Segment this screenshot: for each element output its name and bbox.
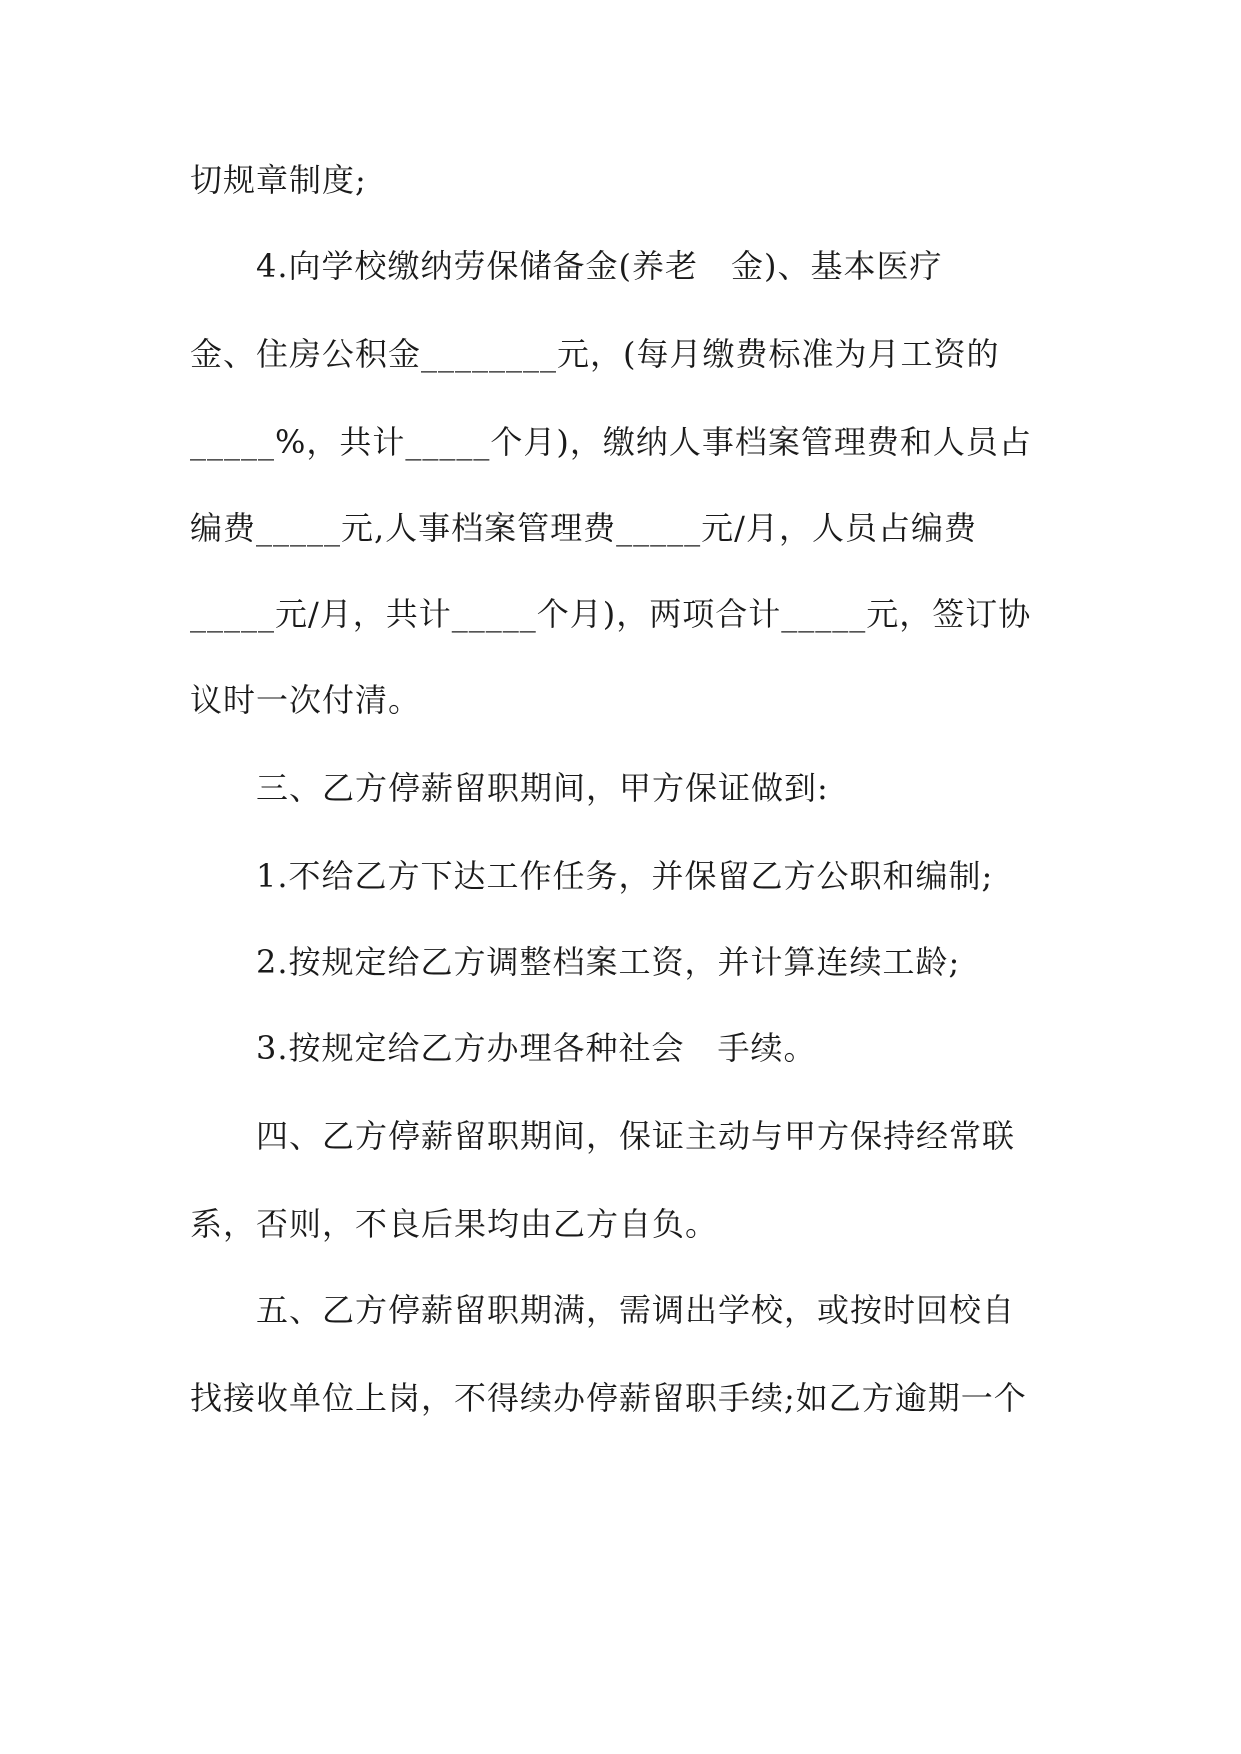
paragraph-line: 4.向学校缴纳劳保储备金(养老 金)、基本医疗 bbox=[256, 247, 943, 285]
paragraph-line: 系，否则，不良后果均由乙方自负。 bbox=[190, 1205, 719, 1243]
paragraph-line: 金、住房公积金________元，(每月缴费标准为月工资的 bbox=[190, 335, 1000, 373]
paragraph-line: 五、乙方停薪留职期满，需调出学校，或按时回校自 bbox=[256, 1291, 1016, 1329]
paragraph-line: 三、乙方停薪留职期间，甲方保证做到: bbox=[256, 769, 829, 807]
paragraph-line: 1.不给乙方下达工作任务，并保留乙方公职和编制; bbox=[256, 857, 994, 895]
paragraph-line: _____元/月，共计_____个月)，两项合计_____元，签订协 bbox=[190, 595, 1032, 633]
paragraph-line: 找接收单位上岗，不得续办停薪留职手续;如乙方逾期一个 bbox=[190, 1379, 1027, 1417]
paragraph-line: 四、乙方停薪留职期间，保证主动与甲方保持经常联 bbox=[256, 1117, 1016, 1155]
paragraph-line: 2.按规定给乙方调整档案工资，并计算连续工龄; bbox=[256, 943, 961, 981]
paragraph-line: 切规章制度; bbox=[190, 161, 367, 199]
paragraph-line: 议时一次付清。 bbox=[190, 681, 422, 719]
paragraph-line: _____%，共计_____个月)，缴纳人事档案管理费和人员占 bbox=[190, 423, 1032, 461]
paragraph-line: 3.按规定给乙方办理各种社会 手续。 bbox=[256, 1029, 817, 1067]
paragraph-line: 编费_____元,人事档案管理费_____元/月，人员占编费 bbox=[190, 509, 977, 547]
